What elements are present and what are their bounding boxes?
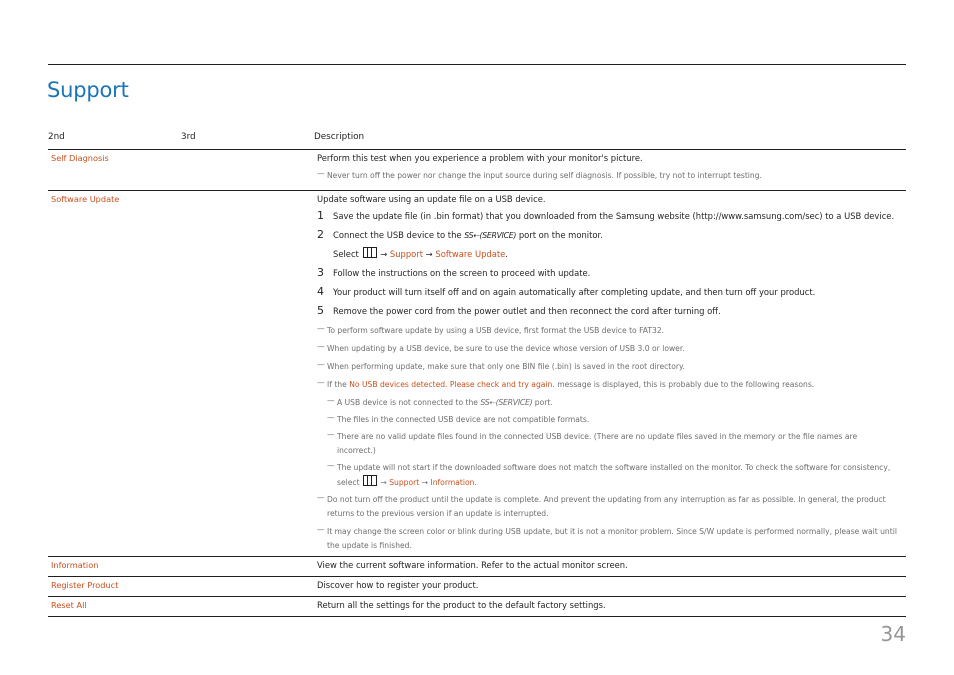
step-2 (317, 229, 898, 260)
step-3 (317, 267, 898, 279)
note-text: A USB device is not connected to the (337, 398, 478, 407)
step-number: 1 (317, 209, 324, 222)
arrow-icon: → (421, 478, 429, 487)
step-text: Your product will turn itself off and on again automatically after completing update, and then turn off your product. (333, 287, 816, 297)
step-text: port on the monitor. (518, 230, 603, 240)
menu-register-product: Register Product (51, 580, 119, 590)
table-row-software-update (48, 191, 906, 557)
error-message: No USB devices detected. Please check and try again. (349, 380, 555, 389)
sub-note (327, 461, 898, 490)
select-word: select (337, 478, 360, 487)
header-3rd: 3rd (181, 132, 196, 142)
register-product-description: Discover how to register your product. (317, 580, 479, 590)
step-number: 3 (317, 266, 324, 279)
note-text: The update will not start if the downloaded software does not match the software installed on the monitor. To check the software for consistency, (337, 463, 891, 472)
note-text: The files in the connected USB device are not compatible formats. (337, 415, 590, 424)
note-dash-icon: — (327, 461, 335, 470)
menu-software-update: Software Update (51, 194, 120, 204)
menu-information: Information (51, 560, 99, 570)
note-text: Do not turn off the product until the update is complete. And prevent the updating from any interruption as far as possible. In general, the product returns to the previous version if an update is interrupted. (327, 495, 886, 518)
menu-support: Support (389, 478, 420, 487)
note (317, 493, 898, 521)
menu-path (333, 247, 898, 260)
step-number: 4 (317, 285, 324, 298)
information-description: View the current software information. Refer to the actual monitor screen. (317, 560, 628, 570)
description-cell (317, 577, 906, 596)
note-text: port. (534, 398, 553, 407)
note-text: It may change the screen color or blink during USB update, but it is not a monitor problem. Since S/W update is performed normally, please wait until the update is finished. (327, 527, 897, 550)
usb-service-port-icon: SS⇠(SERVICE) (464, 231, 517, 240)
step-text: Save the update file (in .bin format) that you downloaded from the Samsung website (http://www.samsung.com/sec) to a USB device. (333, 211, 895, 221)
page-title: Support (47, 78, 129, 102)
note (317, 525, 898, 553)
period: . (474, 478, 477, 487)
note-text: When updating by a USB device, be sure to use the device whose version of USB 3.0 or lower. (327, 344, 685, 353)
header-description: Description (314, 132, 365, 142)
note-dash-icon: — (327, 396, 335, 405)
note-text: When performing update, make sure that only one BIN file (.bin) is saved in the root directory. (327, 362, 685, 371)
note-dash-icon: — (317, 360, 325, 369)
table-row-reset-all (48, 597, 906, 617)
description-cell (317, 150, 906, 190)
note-dash-icon: — (317, 525, 325, 534)
note-dash-icon: — (317, 342, 325, 351)
menu-software-update-link: Software Update (435, 249, 506, 259)
header-2nd: 2nd (48, 132, 65, 142)
table-row-register-product (48, 577, 906, 597)
sub-note (327, 396, 898, 410)
select-word: Select (333, 249, 359, 259)
note (317, 342, 898, 356)
description-cell (317, 191, 906, 556)
note-dash-icon: — (317, 493, 325, 502)
note (317, 378, 898, 392)
note-dash-icon: — (317, 169, 325, 178)
arrow-icon: → (425, 249, 433, 259)
usb-service-port-icon: SS⇠(SERVICE) (480, 398, 533, 407)
note-dash-icon: — (327, 430, 335, 439)
menu-grid-icon (363, 247, 377, 258)
note-text: To perform software update by using a USB device, first format the USB device to FAT32. (327, 326, 665, 335)
step-number: 5 (317, 304, 324, 317)
description-cell (317, 597, 906, 616)
note (317, 360, 898, 374)
menu-reset-all: Reset All (51, 600, 87, 610)
support-menu-table (48, 129, 906, 617)
menu-grid-icon (363, 475, 377, 486)
note-text: If the (327, 380, 347, 389)
note-text: There are no valid update files found in the connected USB device. (There are no update files saved in the memory or the file names are incorrect.) (337, 432, 858, 455)
step-text: Connect the USB device to the (333, 230, 462, 240)
sub-note (327, 413, 898, 427)
table-row-self-diagnosis (48, 150, 906, 191)
note-text: Never turn off the power nor change the input source during self diagnosis. If possible, try not to interrupt testing. (327, 171, 762, 180)
reset-all-description: Return all the settings for the product to the default factory settings. (317, 600, 606, 610)
step-text: Follow the instructions on the screen to proceed with update. (333, 268, 591, 278)
note (317, 169, 898, 183)
step-text: Remove the power cord from the power outlet and then reconnect the cord after turning off. (333, 306, 721, 316)
note-dash-icon: — (327, 413, 335, 422)
step-4 (317, 286, 898, 298)
menu-support: Support (389, 249, 423, 259)
top-rule (48, 64, 906, 65)
software-update-description: Update software using an update file on a USB device. (317, 194, 546, 204)
table-row-information (48, 557, 906, 577)
note-dash-icon: — (317, 378, 325, 387)
note (317, 324, 898, 338)
menu-information-link: Information (430, 478, 475, 487)
sub-note (327, 430, 898, 458)
arrow-icon: → (380, 478, 387, 487)
period: . (505, 249, 508, 259)
note-text: message is displayed, this is probably due to the following reasons. (557, 380, 815, 389)
self-diagnosis-description: Perform this test when you experience a problem with your monitor's picture. (317, 153, 643, 163)
step-1 (317, 210, 898, 222)
description-cell (317, 557, 906, 576)
menu-self-diagnosis: Self Diagnosis (51, 153, 109, 163)
step-5 (317, 305, 898, 317)
page-number: 34 (880, 622, 906, 646)
note-dash-icon: — (317, 324, 325, 333)
table-header (48, 129, 906, 150)
step-number: 2 (317, 228, 324, 241)
arrow-icon: → (380, 249, 388, 259)
